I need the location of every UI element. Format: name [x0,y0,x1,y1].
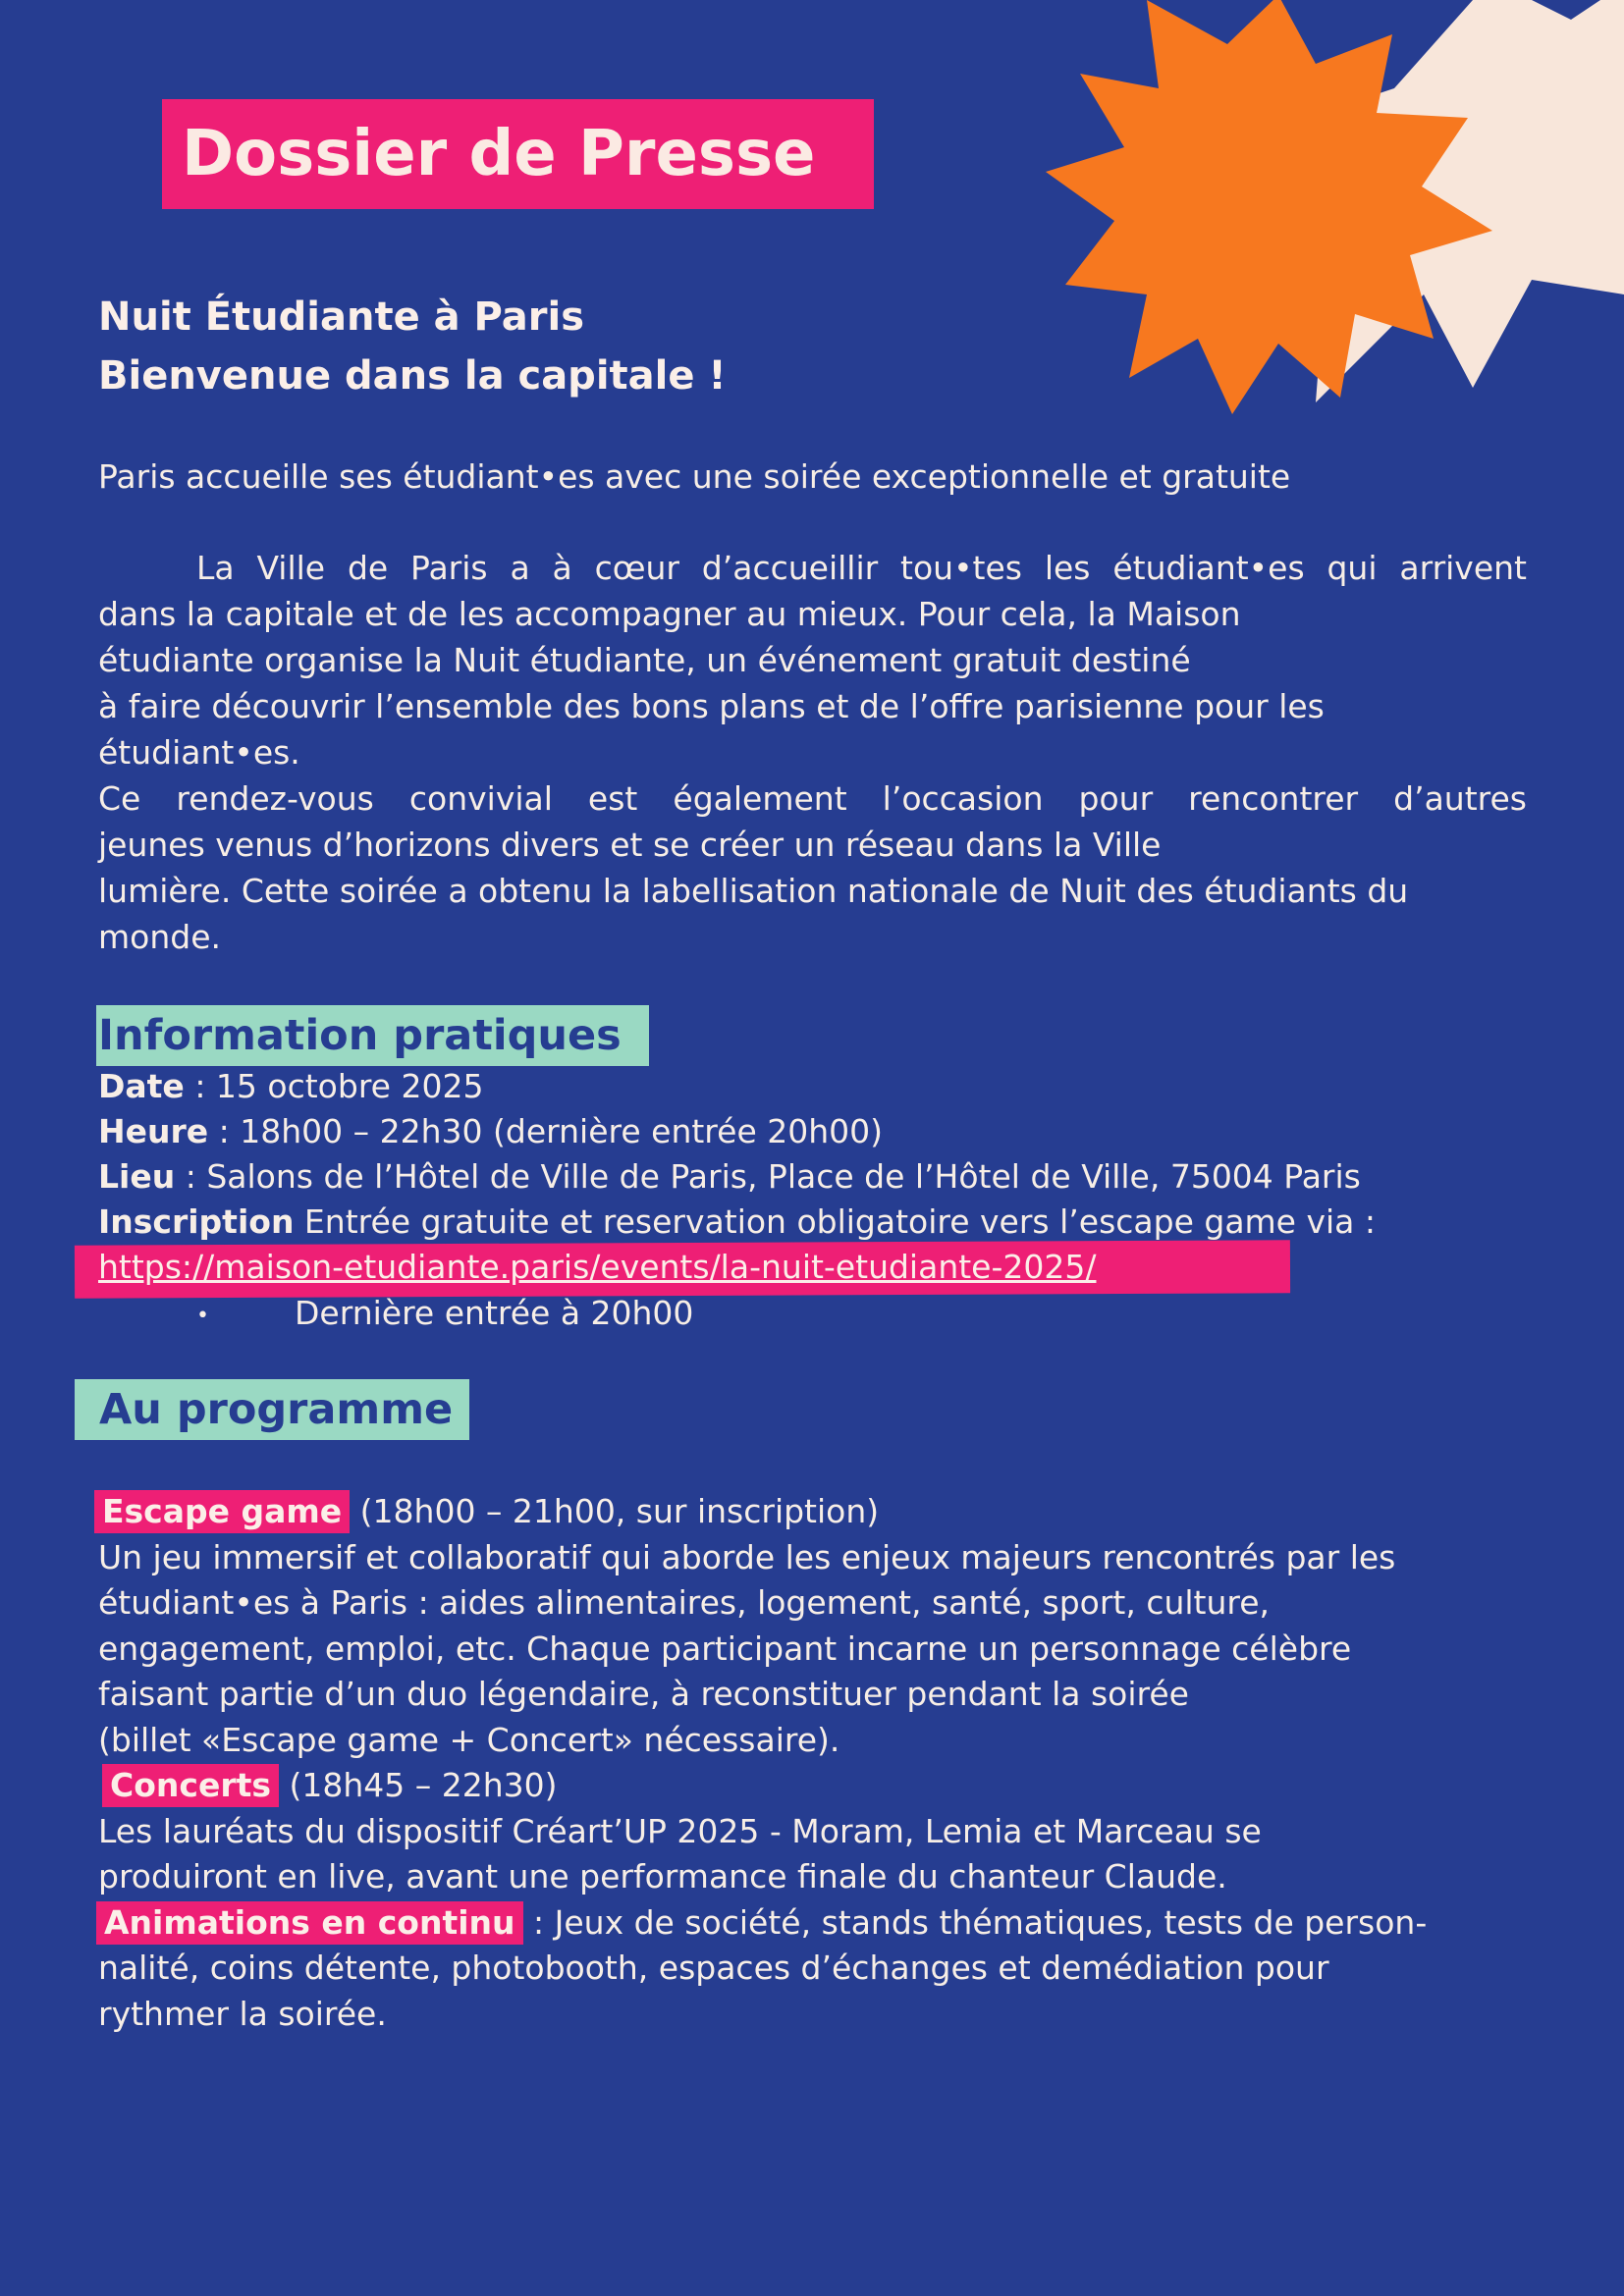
date-label: Date [98,1067,185,1105]
time-value: : 18h00 – 22h30 (dernière entrée 20h00) [208,1112,884,1150]
concerts-line: produiront en live, avant une performance finale du chanteur Claude. [98,1857,1227,1896]
escape-time: (18h00 – 21h00, sur inscription) [350,1492,880,1530]
headline-line2: Bienvenue dans la capitale ! [98,353,727,399]
date-value: : 15 octobre 2025 [184,1067,484,1105]
time-label: Heure [98,1112,209,1150]
escape-header [98,1489,1532,1535]
bullet-icon: • [196,1304,209,1328]
intro-line: étudiante organise la Nuit étudiante, un événement gratuit destiné [98,641,1191,679]
anim-label: Animations en continu [96,1901,523,1945]
escape-line: étudiant•es à Paris : aides alimentaires, logement, santé, sport, culture, [98,1583,1271,1622]
intro-line: étudiant•es. [98,733,300,772]
page-title: Dossier de Presse [162,99,874,209]
intro-line: monde. [98,918,221,956]
info-place [98,1154,1376,1200]
registration-link[interactable]: https://maison-etudiante.paris/events/la-nuit-etudiante-2025/ [98,1248,1097,1286]
info-date [98,1064,1376,1109]
info-heading: Information pratiques [96,1005,649,1066]
concerts-time: (18h45 – 22h30) [279,1766,558,1804]
anim-line: rythmer la soirée. [98,1994,387,2033]
concerts-header [98,1763,1532,1809]
anim-line: nalité, coins détente, photobooth, espaces d’échanges et demédiation pour [98,1949,1329,1987]
escape-line: engagement, emploi, etc. Chaque participant incarne un personnage célèbre [98,1629,1352,1668]
intro-line: à faire découvrir l’ensemble des bons plans et de l’offre parisienne pour les [98,687,1325,725]
intro-line: jeunes venus d’horizons divers et se créer un réseau dans la Ville [98,826,1162,864]
lead-text: Paris accueille ses étudiant•es avec une soirée exceptionnelle et gratuite [98,457,1291,496]
escape-line: faisant partie d’un duo légendaire, à reconstituer pendant la soirée [98,1675,1189,1713]
intro-line: Ce rendez-vous convivial est également l’occasion pour rencontrer d’autres [98,779,1527,818]
programme-heading: Au programme [75,1379,469,1440]
escape-label: Escape game [94,1490,350,1533]
concerts-label: Concerts [102,1764,279,1807]
signup-label: Inscription [98,1202,295,1241]
place-label: Lieu [98,1157,176,1196]
anim-header [98,1900,1532,1947]
intro-paragraph [98,545,1527,960]
info-signup [98,1200,1376,1245]
programme-block [98,1489,1532,2037]
anim-line: : Jeux de société, stands thématiques, tests de person- [522,1902,1428,1942]
intro-line: dans la capitale et de les accompagner au mieux. Pour cela, la Maison [98,595,1241,633]
escape-line: (billet «Escape game + Concert» nécessaire). [98,1720,840,1759]
info-time [98,1109,1376,1154]
intro-line: lumière. Cette soirée a obtenu la labellisation nationale de Nuit des étudiants du [98,872,1409,910]
intro-line: La Ville de Paris a à cœur d’accueillir tou•tes les étudiant•es qui arrivent [196,549,1527,587]
headline-line1: Nuit Étudiante à Paris [98,294,585,340]
signup-value: Entrée gratuite et reservation obligatoire vers l’escape game via : [294,1202,1377,1241]
last-entry-note: Dernière entrée à 20h00 [295,1294,694,1332]
concerts-line: Les lauréats du dispositif Créart’UP 2025 - Moram, Lemia et Marceau se [98,1811,1262,1850]
info-block [98,1064,1376,1245]
place-value: : Salons de l’Hôtel de Ville de Paris, Place de l’Hôtel de Ville, 75004 Paris [175,1157,1361,1196]
escape-line: Un jeu immersif et collaboratif qui aborde les enjeux majeurs rencontrés par les [98,1537,1396,1576]
